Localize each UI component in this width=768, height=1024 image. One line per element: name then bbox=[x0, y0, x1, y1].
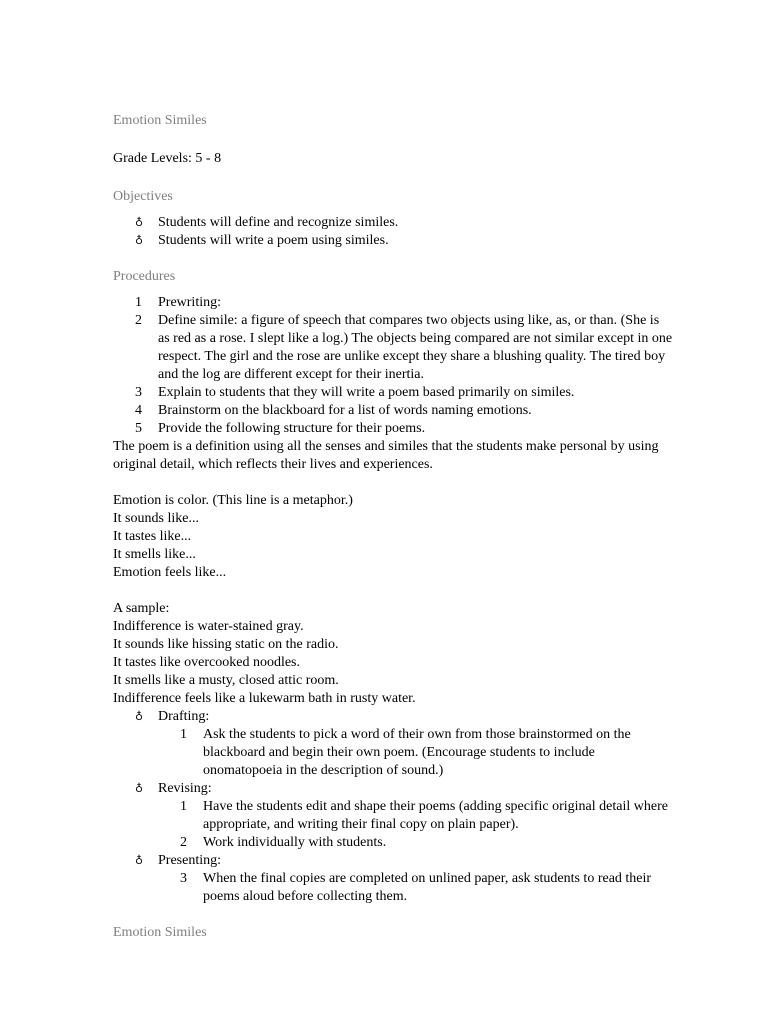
stage-item bbox=[113, 780, 673, 798]
grade-levels: Grade Levels: 5 - 8 bbox=[113, 151, 222, 166]
bullet-icon: ♁ bbox=[135, 235, 144, 247]
stage-step: 3 When the final copies are completed on unlined paper, ask students to read their poems aloud before collecting them. bbox=[180, 871, 652, 904]
stage-step: 1 Have the students edit and shape their poems (adding specific original detail where appropriate, and writing their final copy on plain paper). bbox=[180, 799, 668, 832]
sample-line: It sounds like hissing static on the radio. bbox=[113, 637, 339, 652]
stage-item bbox=[113, 852, 673, 870]
stage-item bbox=[113, 708, 673, 726]
objectives-heading: Objectives bbox=[113, 189, 173, 204]
objectives-list bbox=[113, 214, 673, 250]
poem-intro: The poem is a definition using all the senses and similes that the students make personal by using original detail, which reflects their lives and experiences. bbox=[113, 439, 659, 472]
procedures-heading: Procedures bbox=[113, 269, 176, 284]
procedure-item: 3 Explain to students that they will write a poem based primarily on similes. bbox=[135, 385, 575, 400]
footer-title: Emotion Similes bbox=[113, 925, 207, 940]
poem-structure bbox=[113, 492, 673, 582]
bullet-icon: ♁ bbox=[135, 711, 144, 723]
sample-line: It smells like a musty, closed attic room. bbox=[113, 673, 339, 688]
procedure-item: 4 Brainstorm on the blackboard for a list of words naming emotions. bbox=[135, 403, 532, 418]
structure-line: It smells like... bbox=[113, 547, 196, 562]
objective-item: ♁ Students will define and recognize similes. bbox=[135, 215, 399, 230]
objective-item: ♁ Students will write a poem using similes. bbox=[135, 233, 389, 248]
stage-step: 2 Work individually with students. bbox=[180, 835, 387, 850]
document-title: Emotion Similes bbox=[113, 113, 207, 128]
sample-line: It tastes like overcooked noodles. bbox=[113, 655, 301, 670]
stage-label: Drafting: bbox=[158, 709, 210, 724]
bullet-icon: ♁ bbox=[135, 217, 144, 229]
stage-label: Presenting: bbox=[158, 853, 221, 868]
sample-line: Indifference is water-stained gray. bbox=[113, 619, 304, 634]
procedure-item: 2 Define simile: a figure of speech that compares two objects using like, as, or than. (She is as red as a rose. I slept like a log.) The objects being compared are not similar except in one respect. The girl and the rose are unlike except they share a blushing quality. The tired boy and the log are different except for their inertia. bbox=[135, 313, 673, 382]
sample-poem bbox=[113, 600, 673, 708]
sample-line: Indifference feels like a lukewarm bath in rusty water. bbox=[113, 691, 416, 706]
sample-label: A sample: bbox=[113, 601, 170, 616]
structure-line: It sounds like... bbox=[113, 511, 199, 526]
procedure-item: 5 Provide the following structure for their poems. bbox=[135, 421, 426, 436]
procedure-item: 1 Prewriting: bbox=[135, 295, 221, 310]
procedures-list bbox=[113, 294, 673, 438]
stage-step: 1 Ask the students to pick a word of their own from those brainstormed on the blackboard and begin their own poem. (Encourage students to include onomatopoeia in the description of sound.) bbox=[180, 727, 631, 778]
structure-line: Emotion is color. (This line is a metaphor.) bbox=[113, 493, 353, 508]
structure-line: It tastes like... bbox=[113, 529, 192, 544]
bullet-icon: ♁ bbox=[135, 783, 144, 795]
document-page bbox=[113, 112, 673, 942]
stage-label: Revising: bbox=[158, 781, 212, 796]
bullet-icon: ♁ bbox=[135, 855, 144, 867]
stages-list bbox=[113, 708, 673, 906]
structure-line: Emotion feels like... bbox=[113, 565, 227, 580]
